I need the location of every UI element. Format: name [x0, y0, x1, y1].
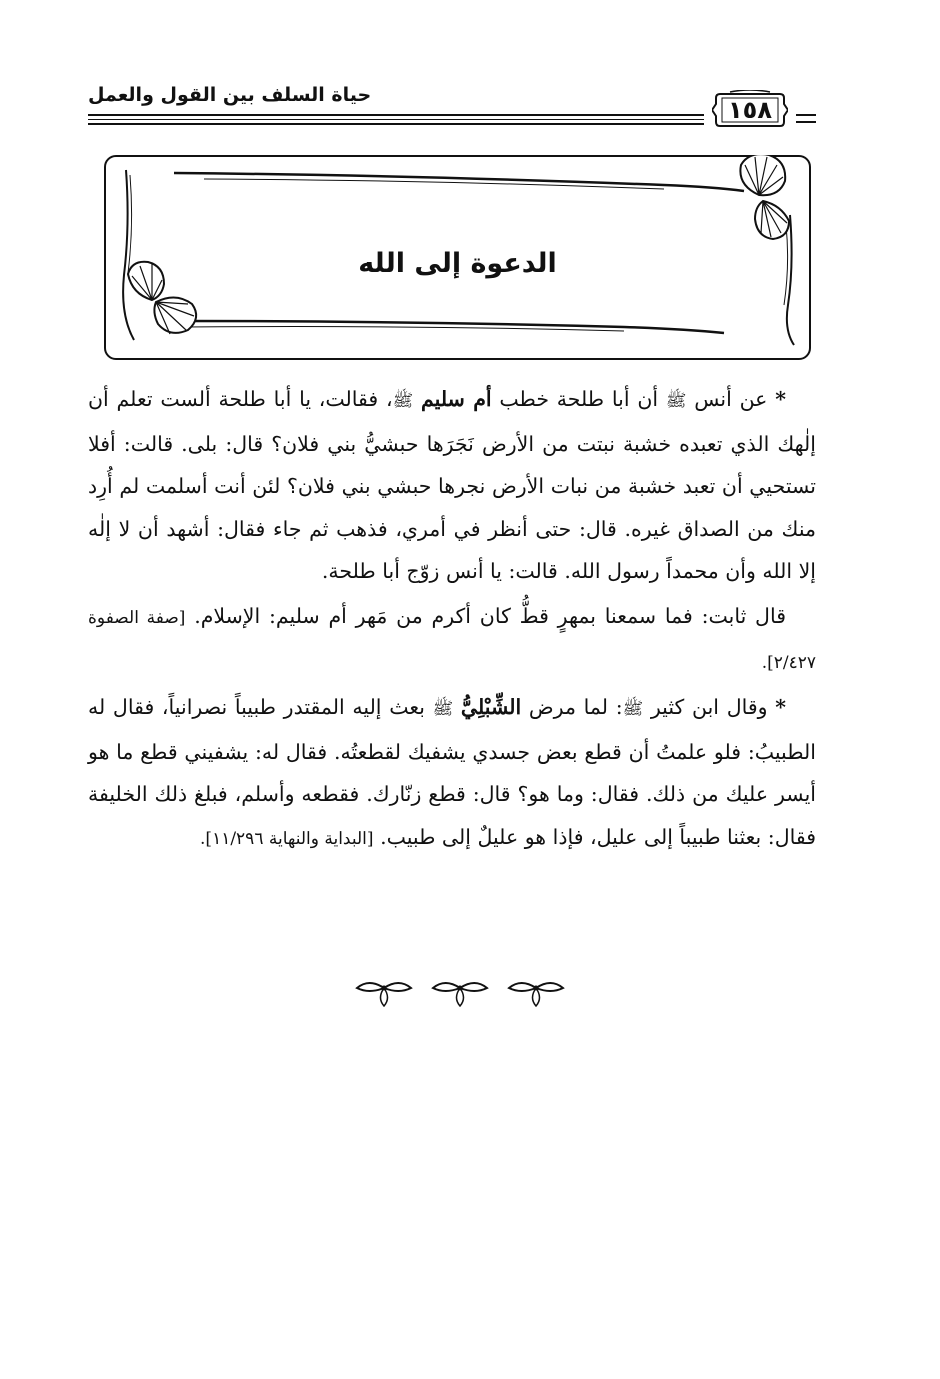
page-number: ١٥٨ — [728, 96, 772, 124]
floral-ornament-icon — [355, 976, 413, 1010]
body-text — [88, 378, 816, 861]
p3-text-a: وقال ابن كثير — [650, 695, 768, 720]
p3-text-b: : لما مرض — [528, 695, 623, 720]
p3-citation: [البداية والنهاية ١١/٢٩٦]. — [200, 828, 374, 849]
bullet-star: * — [775, 387, 786, 411]
p1-name: أم سليم — [420, 387, 492, 411]
p2-citation: [صفة الصفوة ٢/٤٢٧]. — [88, 607, 816, 673]
paragraph-anas — [88, 378, 816, 593]
p1-text-a: عن أنس — [694, 387, 768, 411]
section-end-ornaments — [355, 975, 565, 1011]
honorific-glyph: ﷺ — [622, 699, 644, 720]
header-rule-left-mid — [88, 119, 704, 120]
chapter-title: الدعوة إلى الله — [358, 248, 557, 279]
p3-text-c: بعث إليه المقتدر طبيباً نصرانياً، فقال له الطبيبُ: فلو علمتُ أن قطع بعض جسدي يشفيك لقطعتُه. فقال له: يشفيني قطع ما هو أيسر عليك من ذلك. فقال: وما هو؟ قال: قطع زنّارك. فقطعه وأسلم، فبلغ ذلك الخليفة فقال: بعثنا طبيباً إلى عليل، فإذا هو عليلٌ إلى طبيب. — [88, 695, 816, 849]
floral-ornament-icon — [431, 976, 489, 1010]
header-rule-right-bottom — [796, 121, 816, 123]
bullet-star: * — [775, 695, 786, 720]
p3-name: الشِّبْلِيُّ — [460, 695, 522, 720]
running-header-title: حياة السلف بين القول والعمل — [88, 84, 372, 106]
header-rule-right-top — [796, 114, 816, 116]
floral-ornament-icon — [507, 976, 565, 1010]
honorific-glyph: ﷺ — [432, 699, 454, 720]
header-rule-left-top — [88, 114, 704, 116]
p1-text-b: أن أبا طلحة خطب — [499, 387, 659, 411]
paragraph-thabit — [88, 595, 816, 684]
paragraph-ibn-kathir — [88, 686, 816, 860]
p2-text: قال ثابت: فما سمعنا بمهرٍ قطُّ كان أكرم من مَهر أم سليم: الإسلام. — [194, 603, 786, 628]
header-rule-left-bottom — [88, 123, 704, 125]
p1-text-c: ، فقالت، يا أبا طلحة ألست تعلم أن إلٰهك الذي تعبده خشبة نبتت من الأرض نَجَرَها حبشيُّ بني فلان؟ قال: بلى. قالت: أفلا تستحيي أن تعبد خشبة من نبات الأرض نجرها حبشي بني فلان؟ لئن أنت أسلمت لم أُرِد منك من الصداق غيره. قال: حتى أنظر في أمري، فذهب ثم جاء فقال: أشهد أن لا إلٰه إلا الله وأن محمداً رسول الله. قالت: يا أنس زوّج أبا طلحة. — [88, 387, 816, 584]
honorific-glyph: ﷺ — [392, 391, 414, 411]
honorific-glyph: ﷺ — [665, 391, 687, 411]
